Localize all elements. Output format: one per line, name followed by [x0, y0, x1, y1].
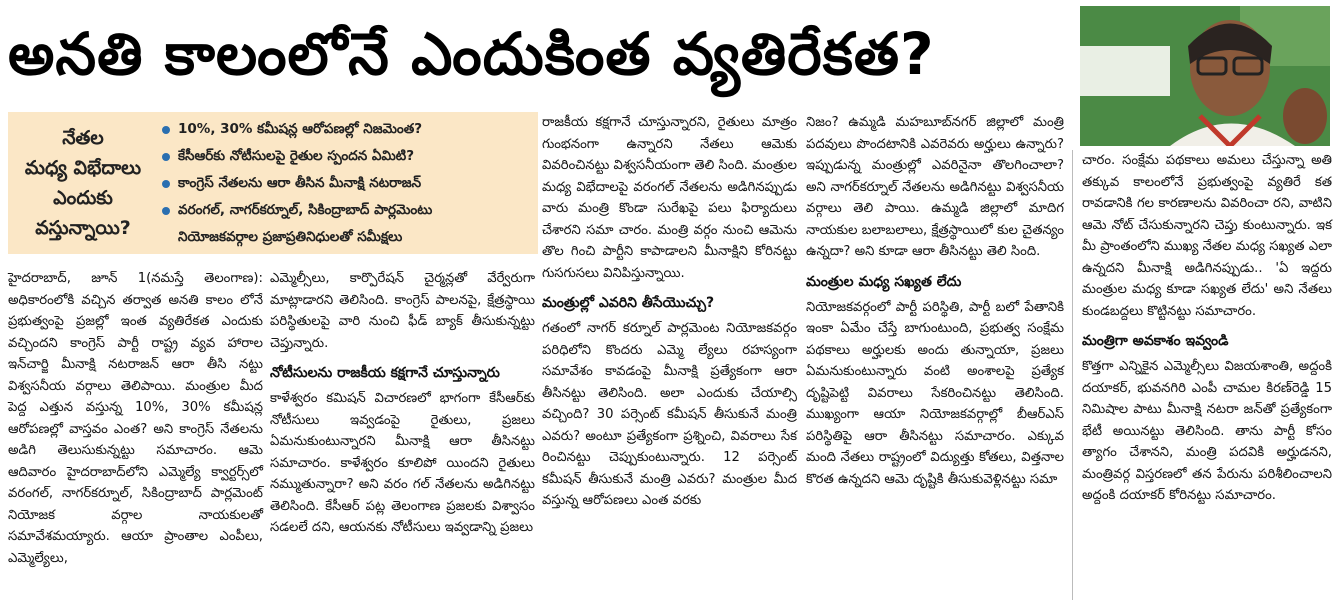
- subheading: మంత్రుల మధ్య సఖ్యత లేదు: [806, 273, 962, 290]
- body-text: చారం. సంక్షేమ పథకాలు అమలు చేస్తున్నా అతి తక్కువ కాలంలోనే ప్రభుత్వంపై వ్యతిరే కత రావడానికి గల కారణాలను వివరించా రని, వాటిని ఆమె నోట్ చేసుకున్నారని చెప్తు కుంటున్నారు. ఇక మీ ప్రాంతంలోని ముఖ్య నేతల మధ్య సఖ్యత ఎలా ఉన్నదని మీనాక్షి అడిగినప్పుడు.. 'ఏ ఇద్దరు మంత్రుల మధ్య కూడా సఖ్యత లేదు' అని నేతలు కుండబద్దలు కొట్టినట్టు సమాచారం.: [1082, 153, 1332, 319]
- body-text: ఎమ్మెల్సీలు, కార్పొరేషన్ చైర్మన్లతో వేర్వేరుగా మాట్లాడారని తెలిసింది. కాంగ్రెస్ పాలనపై, క్షేత్రస్థాయి పరిస్థితులపై వారి నుంచి ఫీడ్ బ్యాక్ తీసుకున్నట్టు చెప్తున్నారు.: [270, 271, 535, 351]
- headline: అనతి కాలంలోనే ఎందుకింత వ్యతిరేకత?: [8, 20, 935, 88]
- list-item: [158, 116, 536, 143]
- bullet-icon: [162, 207, 170, 215]
- bullet-icon: [162, 153, 170, 161]
- bullet-text: 10%, 30% కమీషన్ల ఆరోపణల్లో నిజమెంత?: [178, 121, 423, 137]
- list-item: [158, 170, 536, 197]
- article-column-5: [1082, 150, 1332, 507]
- bullet-icon: [162, 126, 170, 134]
- kicker-box: [8, 112, 538, 254]
- body-text: కొత్తగా ఎన్నికైన ఎమ్మెల్సీలు విజయశాంతి, అద్దంకి దయాకర్, భువనగిరి ఎంపీ చామల కిరణ్‌రెడ్డి 15 నిమిషాల పాటు మీనాక్షి నటరా జన్‌తో ప్రత్యేకంగా భేటీ అయినట్టు తెలిసింది. తాను పార్టీ కోసం త్యాగం చేశానని, మంత్రి పదవికి అర్హుడనని, మంత్రివర్గ విస్తరణలో తన పేరును పరిశీలించాలని అద్దంకి దయాకర్ కోరినట్టు సమాచారం.: [1082, 359, 1332, 503]
- subheading: మంత్రుల్లో ఎవరిని తీసేయొచ్చు?: [542, 295, 715, 311]
- body-text: నిజం? ఉమ్మడి మహబూబ్‌నగర్ జిల్లాలో మంత్రి పదవులు పొందటానికి ఎవరెవరు అర్హులు ఉన్నారు? ఇప్పుడున్న మంత్రుల్లో ఎవరినైనా తొలగించాలా? అని నాగర్‌కర్నూల్ నేతలను అడిగినట్టు విశ్వసనీయ వర్గాలు తెలి పాయి. ఉమ్మడి జిల్లాలో మాదిగ నాయకుల బలాబలాలు, క్షేత్రస్థాయిలో కుల చైతన్యం ఉన్నదా? అని కూడా ఆరా తీసినట్టు తెలి సింది.: [806, 115, 1064, 259]
- body-text: హైదరాబాద్, జూన్ 1(నమస్తే తెలంగాణ): అధికారంలోకి వచ్చిన తర్వాత అనతి కాలం లోనే ప్రభుత్వంపై ప్రజల్లో ఇంత వ్యతిరేకత ఎందుకు వచ్చిందని కాంగ్రెస్ పార్టీ రాష్ట్ర వ్యవ హారాల ఇన్‌చార్జి మీనాక్షి నటరాజన్ ఆరా తీసి నట్టు విశ్వసనీయ వర్గాలు తెలిపాయి. మంత్రుల మీద పెద్ద ఎత్తున వస్తున్న 10%, 30% కమీషన్ల ఆరోపణల్లో వాస్తవం ఎంత? అని కాంగ్రెస్ నేతలను అడిగి తెలుసుకున్నట్టు సమాచారం. ఆమె ఆదివారం హైదరాబాద్‌లోని ఎమ్మెల్యే క్వార్టర్స్‌లో వరంగల్, నాగర్‌కర్నూల్, సికింద్రాబాద్ పార్లమెంట్ నియోజక వర్గాల నాయకులతో సమావేశమయ్యారు. ఆయా ప్రాంతాల ఎంపీలు, ఎమ్మెల్యేలు,: [8, 271, 263, 566]
- bullet-text: కాంగ్రెస్ నేతలను ఆరా తీసిన మీనాక్షి నటరాజన్: [178, 175, 422, 191]
- column-divider: [1072, 150, 1073, 600]
- body-text: రాజకీయ కక్షగానే చూస్తున్నారని, రైతులు మాత్రం గుంభనంగా ఉన్నారని నేతలు ఆమెకు వివరించినట్టు విశ్వసనీయంగా తెలి సింది. మంత్రుల మధ్య విభేదాలపై వరంగల్ నేతలను అడిగినప్పుడు వారు మంత్రి కొండా సురేఖపై పలు ఫిర్యాదులు చేశారని సమా చారం. మంత్రి వర్గం నుంచి ఆమెను తొల గించి పార్టీని కాపాడాలని మీనాక్షిని కోరినట్టు గుసగుసలు వినిపిస్తున్నాయి.: [542, 115, 797, 281]
- article-column-4: [806, 112, 1064, 490]
- kicker-question: నేతల మధ్య విభేదాలు ఎందుకు వస్తున్నాయి?: [24, 127, 142, 239]
- person-photo-icon: [1080, 6, 1330, 146]
- subheading: మంత్రిగా అవకాశం ఇవ్వండి: [1082, 333, 1229, 349]
- list-item: [158, 224, 536, 251]
- bullet-text: నియోజకవర్గాల ప్రజాప్రతినిధులతో సమీక్షలు: [178, 229, 403, 245]
- article-column-2: [270, 268, 535, 539]
- body-text: గతంలో నాగర్ కర్నూల్ పార్లమెంట నియోజకవర్గం పరిధిలోని కొందరు ఎమ్మె ల్యేలు రహస్యంగా సమావేశం కావడంపై మీనాక్షి ప్రత్యేకంగా ఆరా తీసినట్టు తెలిసింది. అలా ఎందుకు చేయాల్సి వచ్చింది? 30 పర్సెంట్ కమీషన్ తీసుకునే మంత్రి ఎవరు? అంటూ ప్రత్యేకంగా ప్రశ్నించి, వివరాలు సేక రించినట్టు చెప్పుకుంటున్నారు. 12 పర్సెంట్ కమీషన్ తీసుకునే మంత్రి ఎవరు? మంత్రుల మీద వస్తున్న ఆరోపణలు ఎంత వరకు: [542, 321, 797, 508]
- bullet-text: కేసీఆర్‌కు నోటీసులపై రైతుల స్పందన ఏమిటి?: [178, 148, 415, 164]
- person-photo: [1080, 6, 1330, 146]
- bullet-icon: [162, 180, 170, 188]
- bullet-text: వరంగల్, నాగర్‌కర్నూల్, సికింద్రాబాద్ పార్లమెంటు: [178, 202, 433, 218]
- kicker-bullets: [158, 116, 536, 251]
- body-text: కాళేశ్వరం కమిషన్ విచారణలో భాగంగా కేసీఆర్‌కు నోటీసులు ఇవ్వడంపై రైతులు, ప్రజలు ఏమనుకుంటున్నారని మీనాక్షి ఆరా తీసినట్టు సమాచారం. కాళేశ్వరం కూలిపో యిందని రైతులు నమ్ముతున్నారా? అని వరం గల్ నేతలను అడిగినట్టు తెలిసింది. కేసీఆర్ పట్ల తెలంగాణ ప్రజలకు విశ్వాసం సడలలే దని, ఆయనకు నోటీసులు ఇవ్వడాన్ని ప్రజలు: [270, 391, 535, 535]
- article-column-1: [8, 268, 263, 569]
- article-column-3: [542, 112, 797, 512]
- body-text: నియోజకవర్గంలో పార్టీ పరిస్థితి, పార్టీ బలో పేతానికి ఇంకా ఏమేం చేస్తే బాగుంటుంది, ప్రభుత్వ సంక్షేమ పథకాలు అర్హులకు అందు తున్నాయా, ప్రజలు ఏమనుకుంటున్నారు వంటి అంశాలపై ప్రత్యేక దృష్టిపెట్టి వివరాలు సేకరించినట్టు తెలిసింది. ముఖ్యంగా ఆయా నియోజకవర్గాల్లో బీఆర్‌ఎస్ పరిస్థితిపై ఆరా తీసినట్టు సమాచారం. ఎక్కువ మంది నేతలు రాష్ట్రంలో విద్యుత్తు కోతలు, విత్తనాల కొరత ఉన్నదని ఆమె దృష్టికి తీసుకువెళ్లినట్టు సమా: [806, 299, 1064, 487]
- subheading: నోటీసులను రాజకీయ కక్షగానే చూస్తున్నారు: [270, 365, 500, 381]
- list-item: [158, 197, 536, 224]
- list-item: [158, 143, 536, 170]
